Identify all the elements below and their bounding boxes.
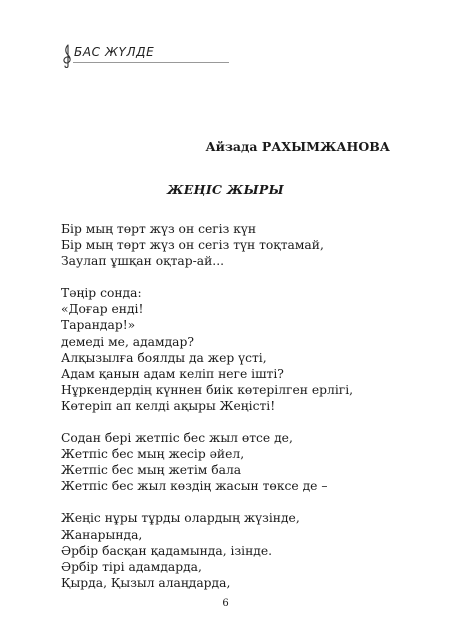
- treble-clef-icon: [61, 44, 75, 68]
- poem-line: Содан бері жетпіс бес жыл өтсе де,: [61, 431, 293, 446]
- poem-line: Бір мың төрт жүз он сегіз күн: [61, 222, 257, 236]
- poem-title: ЖЕҢІС ЖЫРЫ: [167, 182, 284, 197]
- poem-body: [61, 221, 401, 607]
- author-first-name: Айзада: [205, 139, 258, 154]
- stanza: [61, 430, 401, 494]
- poem-line: Тарандар!»: [61, 318, 136, 333]
- poem-line: Әрбір басқан қадамында, ізінде.: [61, 543, 273, 558]
- stanza: [61, 510, 401, 590]
- poem-line: Көтеріп ап келді ақыры Жеңісті!: [61, 398, 276, 413]
- author-last-name: РАХЫМЖАНОВА: [261, 139, 390, 154]
- poem-line: Заулап ұшқан оқтар-ай...: [61, 254, 225, 269]
- running-header: [61, 44, 229, 70]
- stanza: [61, 221, 401, 269]
- poem-line: Алқызылға боялды да жер үсті,: [61, 350, 267, 365]
- page-number: 6: [222, 598, 229, 609]
- section-title: БАС ЖҮЛДЕ: [74, 45, 155, 59]
- poem-line: Бір мың төрт жүз он сегіз түн тоқтамай,: [61, 238, 324, 253]
- poem-line: «Доғар енді!: [61, 302, 144, 317]
- poem-line: Әрбір тірі адамдарда,: [61, 559, 202, 574]
- poem-line: Жеңіс нұры тұрды олардың жүзінде,: [61, 511, 300, 526]
- header-rule: [73, 62, 229, 63]
- poem-line: Жетпіс бес мың жесір әйел,: [61, 447, 245, 462]
- poem-line: Қырда, Қызыл алаңдарда,: [61, 575, 231, 590]
- author-name: [206, 139, 391, 154]
- poem-line: Жетпіс бес жыл көздің жасын төксе де –: [61, 479, 328, 494]
- poem-line: Жетпіс бес мың жетім бала: [61, 463, 242, 478]
- poem-line: Нұркендердің күннен биік көтерілген ерлігі,: [61, 382, 354, 397]
- poem-line: Тәңір сонда:: [61, 286, 142, 301]
- stanza: [61, 285, 401, 414]
- poem-line: демеді ме, адамдар?: [61, 334, 194, 349]
- poem-line: Жанарында,: [61, 527, 143, 542]
- poem-line: Адам қанын адам келіп неге ішті?: [61, 366, 284, 381]
